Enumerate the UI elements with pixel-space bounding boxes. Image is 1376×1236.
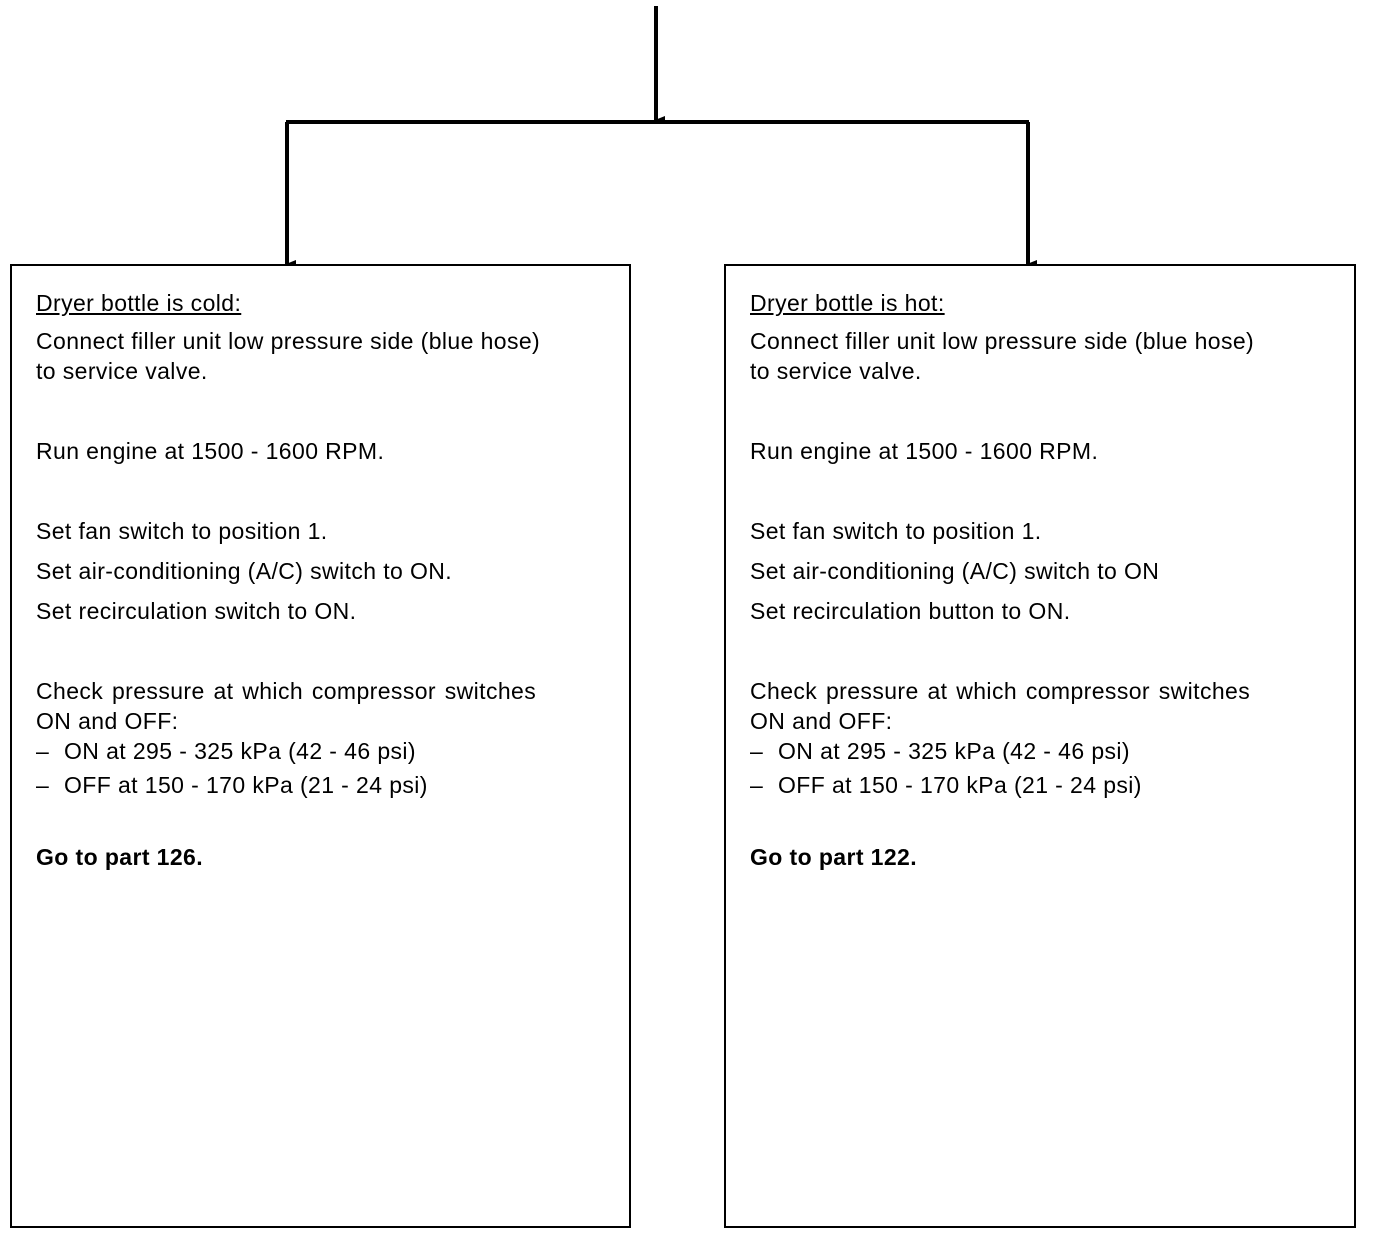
goto-part-instruction: Go to part 122.	[750, 844, 918, 870]
connect-instruction-line2: to service valve.	[36, 358, 208, 384]
cold-dryer-bottle-box	[10, 264, 631, 1228]
ac-switch-instruction: Set air-conditioning (A/C) switch to ON	[750, 558, 1160, 584]
list-item	[750, 770, 1332, 800]
run-engine-instruction: Run engine at 1500 - 1600 RPM.	[750, 438, 1099, 464]
hot-box-heading: Dryer bottle is hot:	[750, 290, 945, 316]
recirculation-instruction: Set recirculation switch to ON.	[36, 598, 357, 624]
connect-instruction-line1: Connect filler unit low pressure side (blue hose)	[36, 328, 541, 354]
on-pressure-range: ON at 295 - 325 kPa (42 - 46 psi)	[64, 738, 416, 764]
cold-box-content	[36, 288, 607, 872]
off-pressure-range: OFF at 150 - 170 kPa (21 - 24 psi)	[64, 772, 428, 798]
hot-box-content	[750, 288, 1332, 872]
check-pressure-line2: ON and OFF:	[750, 708, 893, 734]
list-item	[36, 736, 607, 766]
dash-bullet: –	[750, 738, 764, 764]
fan-switch-instruction: Set fan switch to position 1.	[36, 518, 328, 544]
cold-box-heading: Dryer bottle is cold:	[36, 290, 242, 316]
check-pressure-line1: Check pressure at which compressor switches	[36, 678, 537, 704]
check-pressure-line2: ON and OFF:	[36, 708, 179, 734]
ac-switch-instruction: Set air-conditioning (A/C) switch to ON.	[36, 558, 453, 584]
recirculation-instruction: Set recirculation button to ON.	[750, 598, 1071, 624]
run-engine-instruction: Run engine at 1500 - 1600 RPM.	[36, 438, 385, 464]
dash-bullet: –	[36, 772, 50, 798]
off-pressure-range: OFF at 150 - 170 kPa (21 - 24 psi)	[778, 772, 1142, 798]
fan-switch-instruction: Set fan switch to position 1.	[750, 518, 1042, 544]
connect-instruction-line1: Connect filler unit low pressure side (blue hose)	[750, 328, 1255, 354]
pressure-list	[750, 736, 1332, 800]
hot-dryer-bottle-box	[724, 264, 1356, 1228]
on-pressure-range: ON at 295 - 325 kPa (42 - 46 psi)	[778, 738, 1130, 764]
goto-part-instruction: Go to part 126.	[36, 844, 204, 870]
connect-instruction-line2: to service valve.	[750, 358, 922, 384]
pressure-list	[36, 736, 607, 800]
dash-bullet: –	[36, 738, 50, 764]
check-pressure-line1: Check pressure at which compressor switches	[750, 678, 1251, 704]
list-item	[36, 770, 607, 800]
list-item	[750, 736, 1332, 766]
dash-bullet: –	[750, 772, 764, 798]
